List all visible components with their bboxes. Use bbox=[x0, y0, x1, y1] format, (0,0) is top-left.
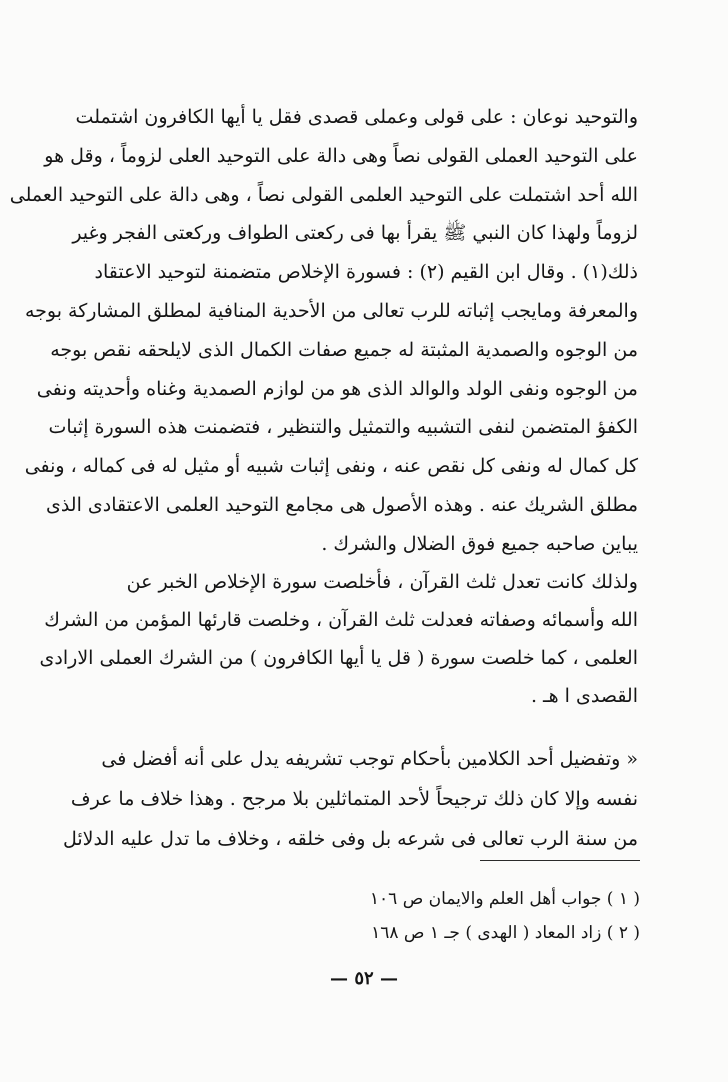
text-line: ولذلك كانت تعدل ثلث القرآن ، فأخلصت سورة الإخلاص الخبر عن bbox=[126, 571, 638, 593]
footnote-divider bbox=[480, 860, 640, 861]
text-line: من الوجوه والصمدية المثبتة له جميع صفات الكمال الذى لايلحقه نقص بوجه bbox=[50, 338, 638, 361]
text-line: كل كمال له ونفى كل نقص عنه ، ونفى إثبات شبيه أو مثيل له فى كماله ، ونفى bbox=[24, 455, 638, 478]
text-line: القصدى ا هـ . bbox=[530, 685, 638, 707]
footnotes bbox=[300, 882, 640, 950]
text-line: من سنة الرب تعالى فى شرعه بل وفى خلقه ، وخلاف ما تدل عليه الدلائل bbox=[62, 828, 638, 850]
text-line: والمعرفة ومايجب إثباته للرب تعالى من الأحدية المنافية لمطلق المشاركة بوجه bbox=[24, 299, 638, 322]
paragraph-3 bbox=[62, 739, 638, 859]
text-line: الكفؤ المتضمن لنفى التشبيه والتمثيل والتنظير ، فتضمنت هذه السورة إثبات bbox=[48, 416, 638, 439]
footnote-1: ( ١ ) جواب أهل العلم والايمان ص ١٠٦ bbox=[369, 889, 640, 909]
text-line: من الوجوه ونفى الولد والوالد الذى هو من لوازم الصمدية وغناه وأحديته ونفى bbox=[36, 377, 638, 400]
text-line: مطلق الشريك عنه . وهذه الأصول هى مجامع التوحيد العلمى الاعتقادى الذى bbox=[45, 493, 638, 516]
text-line: لزوماً ولهذا كان النبي ﷺ يقرأ بها فى ركعتى الطواف وركعتى الفجر وغير bbox=[72, 222, 638, 245]
text-line: « وتفضيل أحد الكلامين بأحكام توجب تشريفه يدل على أنه أفضل فى bbox=[101, 748, 638, 770]
text-line: الله أحد اشتملت على التوحيد العلمى القولى نصاً ، وهى دالة على التوحيد العملى bbox=[9, 183, 638, 206]
text-line: والتوحيد نوعان : على قولى وعملى قصدى فقل يا أيها الكافرون اشتملت bbox=[75, 106, 638, 128]
text-line: ذلك(١) . وقال ابن القيم (٢) : فسورة الإخلاص متضمنة لتوحيد الاعتقاد bbox=[94, 261, 638, 284]
text-line: على التوحيد العملى القولى نصاً وهى دالة على التوحيد العلى لزوماً ، وقل هو bbox=[44, 144, 638, 167]
text-line: الله وأسمائه وصفاته فعدلت ثلث القرآن ، وخلصت قارئها المؤمن من الشرك bbox=[44, 609, 638, 631]
text-line: نفسه وإلا كان ذلك ترجيحاً لأحد المتماثلين بلا مرجح . وهذا خلاف ما عرف bbox=[70, 788, 638, 810]
paragraph-2 bbox=[39, 563, 638, 715]
text-line: يباين صاحبه جميع فوق الضلال والشرك . bbox=[321, 532, 638, 555]
text-line: العلمى ، كما خلصت سورة ( قل يا أيها الكافرون ) من الشرك العملى الارادى bbox=[39, 647, 638, 669]
paragraph-1 bbox=[9, 98, 638, 564]
page-number: — ٥٢ — bbox=[330, 968, 398, 989]
footnote-2: ( ٢ ) زاد المعاد ( الهدى ) جـ ١ ص ١٦٨ bbox=[371, 923, 640, 943]
